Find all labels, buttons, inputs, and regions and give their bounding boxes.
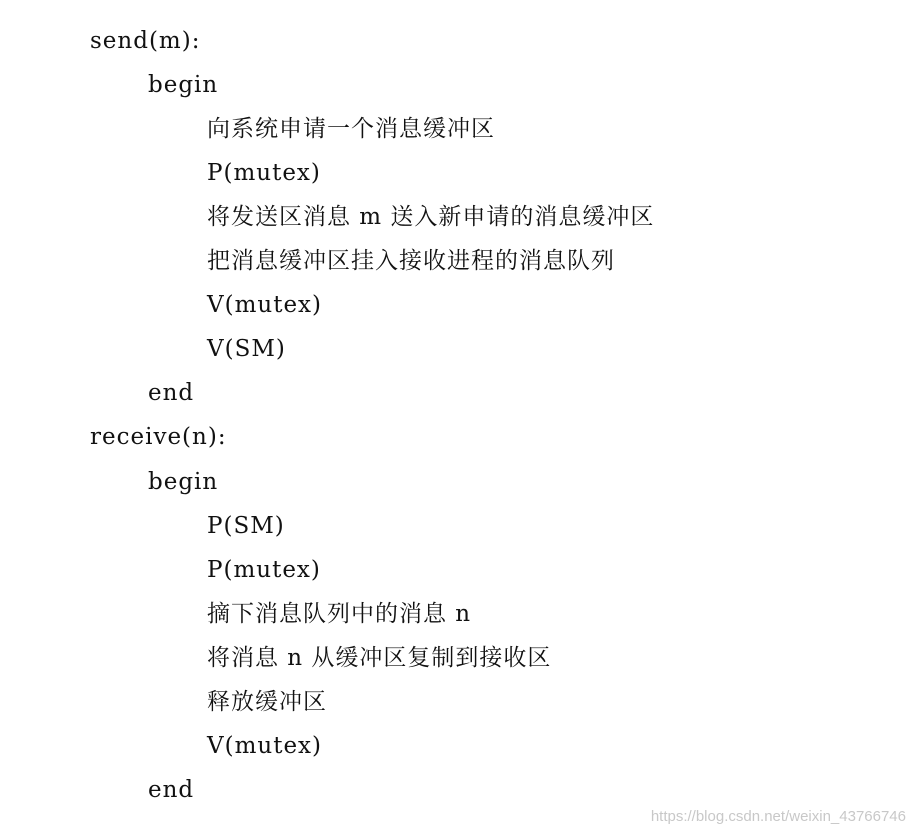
- receive-step-4: 将消息 n 从缓冲区复制到接收区: [207, 645, 552, 671]
- receive-procedure-header: receive(n):: [90, 424, 227, 450]
- receive-step-3: 摘下消息队列中的消息 n: [207, 601, 472, 627]
- receive-end-keyword: end: [148, 777, 195, 803]
- send-end-keyword: end: [148, 380, 195, 406]
- receive-step-5: 释放缓冲区: [207, 689, 327, 715]
- send-step-2: P(mutex): [207, 160, 321, 186]
- receive-step-6: V(mutex): [207, 733, 323, 759]
- send-begin-keyword: begin: [148, 72, 219, 98]
- send-step-1: 向系统申请一个消息缓冲区: [207, 116, 495, 142]
- receive-step-1: P(SM): [207, 513, 285, 539]
- send-step-6: V(SM): [207, 336, 286, 362]
- receive-begin-keyword: begin: [148, 469, 219, 495]
- send-step-3: 将发送区消息 m 送入新申请的消息缓冲区: [207, 204, 655, 230]
- source-watermark: https://blog.csdn.net/weixin_43766746: [650, 808, 906, 825]
- receive-step-2: P(mutex): [207, 557, 321, 583]
- send-procedure-header: send(m):: [90, 28, 201, 54]
- send-step-5: V(mutex): [207, 292, 323, 318]
- send-step-4: 把消息缓冲区挂入接收进程的消息队列: [207, 248, 615, 274]
